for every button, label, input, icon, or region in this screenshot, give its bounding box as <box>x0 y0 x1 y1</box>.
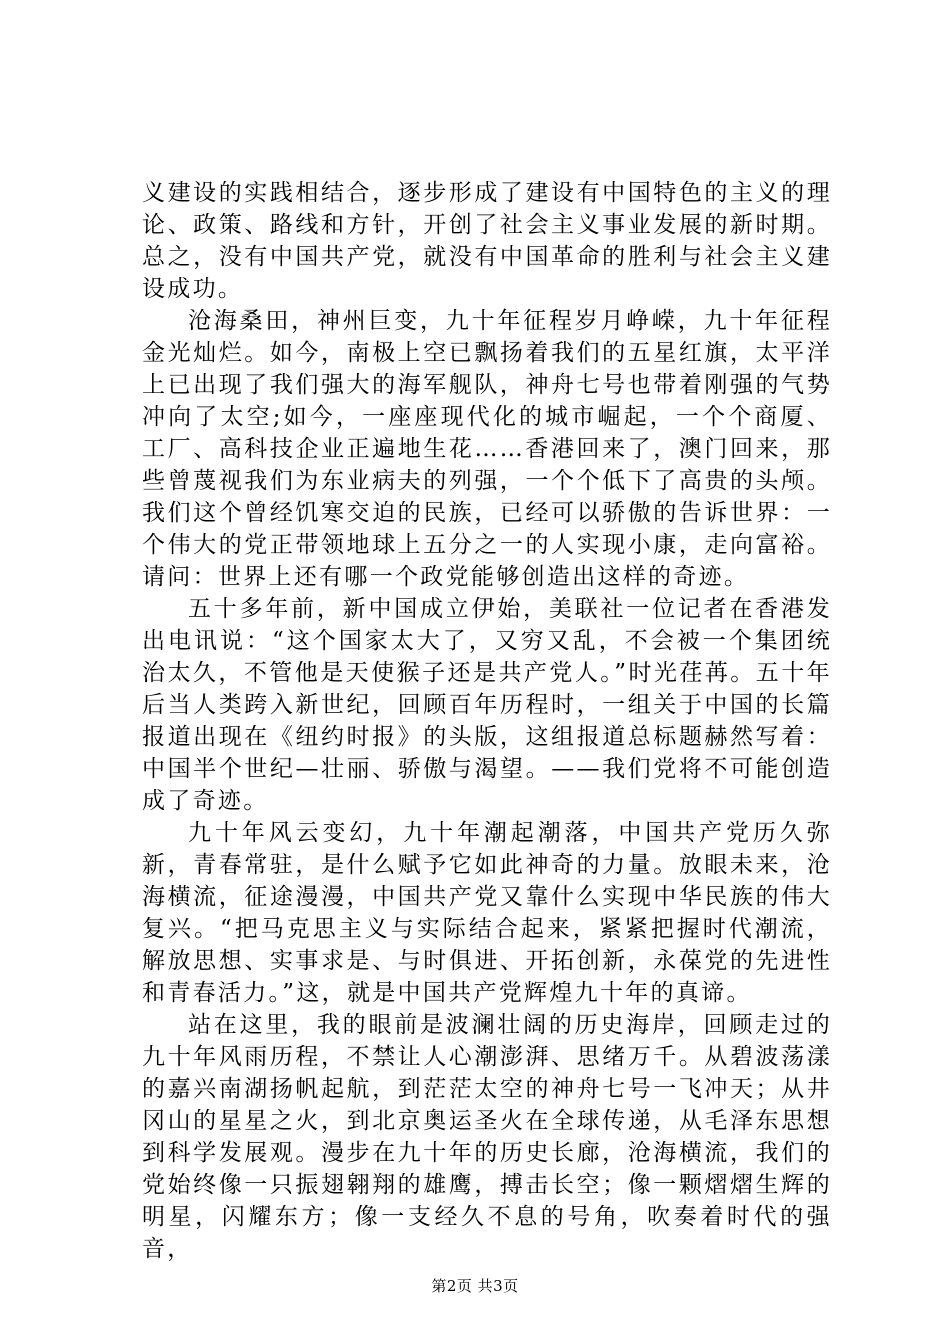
paragraph-continued: 义建设的实践相结合，逐步形成了建设有中国特色的主义的理论、政策、路线和方针，开创了社会主义事业发展的新时期。总之，没有中国共产党，就没有中国革命的胜利与社会主义建设成功。 <box>142 180 832 302</box>
page-number-footer: 第2页 共3页 <box>431 1277 519 1295</box>
paragraph: 五十多年前，新中国成立伊始，美联社一位记者在香港发出电讯说：“这个国家太大了，又穷又乱，不会被一个集团统治太久，不管他是天使猴子还是共产党人。”时光荏苒。五十年后当人类跨入新世纪，回顾百年历程时，一组关于中国的长篇报道出现在《纽约时报》的头版，这组报道总标题赫然写着：中国半个世纪—壮丽、骄傲与渴望。——我们党将不可能创造成了奇迹。 <box>142 596 832 814</box>
document-body <box>142 177 832 1265</box>
paragraph: 沧海桑田，神州巨变，九十年征程岁月峥嵘，九十年征程金光灿烂。如今，南极上空已飘扬着我们的五星红旗，太平洋上已出现了我们强大的海军舰队，神舟七号也带着刚强的气势冲向了太空;如今，一座座现代化的城市崛起，一个个商厦、工厂、高科技企业正遍地生花……香港回来了，澳门回来，那些曾蔑视我们为东业病夫的列强，一个个低下了高贵的头颅。我们这个曾经饥寒交迫的民族，已经可以骄傲的告诉世界：一个伟大的党正带领地球上五分之一的人实现小康，走向富裕。请问：世界上还有哪一个政党能够创造出这样的奇迹。 <box>142 308 832 590</box>
paragraph: 站在这里，我的眼前是波澜壮阔的历史海岸，回顾走过的九十年风雨历程，不禁让人心潮澎湃、思绪万千。从碧波荡漾的嘉兴南湖扬帆起航，到茫茫太空的神舟七号一飞冲天；从井冈山的星星之火，到北京奥运圣火在全球传递，从毛泽东思想到科学发展观。漫步在九十年的历史长廊，沧海横流，我们的党始终像一只振翅翱翔的雄鹰，搏击长空；像一颗熠熠生辉的明星，闪耀东方；像一支经久不息的号角，吹奏着时代的强音， <box>142 1012 832 1262</box>
paragraph: 九十年风云变幻，九十年潮起潮落，中国共产党历久弥新，青春常驻，是什么赋予它如此神奇的力量。放眼未来，沧海横流，征途漫漫，中国共产党又靠什么实现中华民族的伟大复兴。“把马克思主义与实际结合起来，紧紧把握时代潮流，解放思想、实事求是、与时俱进、开拓创新，永葆党的先进性和青春活力。”这，就是中国共产党辉煌九十年的真谛。 <box>142 820 832 1006</box>
